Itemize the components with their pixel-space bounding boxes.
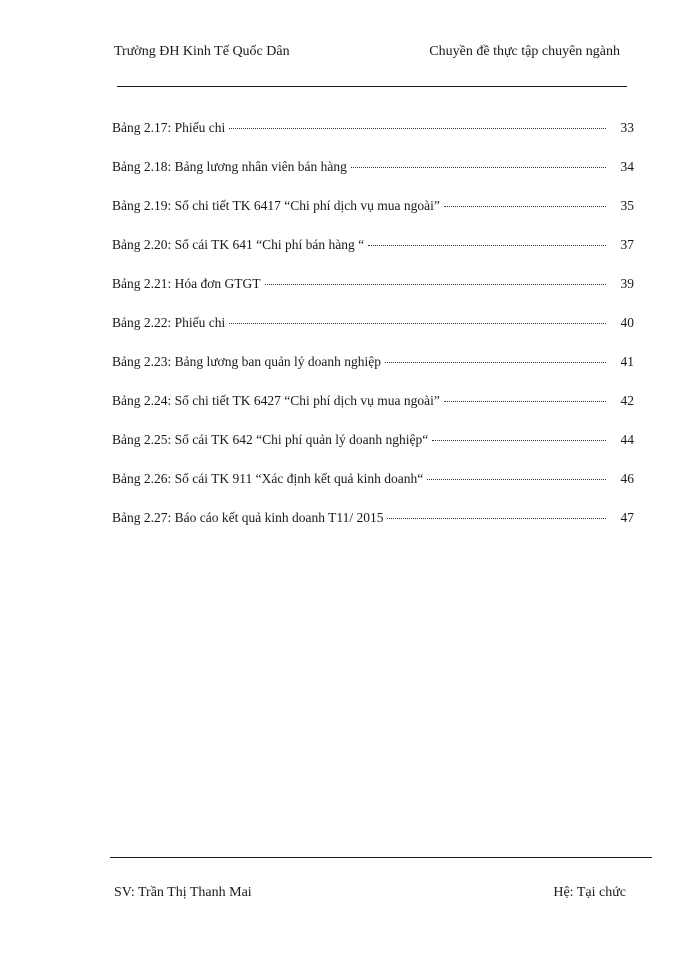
toc-entry[interactable] — [112, 315, 634, 354]
toc-dot-leader — [387, 508, 606, 519]
toc-entry-page-number: 46 — [620, 471, 634, 486]
toc-entry-page-number: 44 — [620, 432, 634, 447]
toc-entry-title: Bảng 2.22: Phiếu chi — [112, 315, 226, 330]
toc-entry-page-number: 47 — [620, 510, 634, 525]
toc-entry-page-number: 37 — [620, 237, 634, 252]
toc-entry-title: Bảng 2.26: Sổ cái TK 911 “Xác định kết quả kinh doanh“ — [112, 471, 424, 486]
toc-entry-page-number: 39 — [620, 276, 634, 291]
toc-dot-leader — [351, 157, 606, 168]
toc-entry-title: Bảng 2.25: Sổ cái TK 642 “Chi phí quản lý doanh nghiệp“ — [112, 432, 429, 447]
header-divider — [117, 86, 627, 87]
toc-entry-title: Bảng 2.19: Sổ chi tiết TK 6417 “Chi phí dịch vụ mua ngoài” — [112, 198, 440, 213]
page-header — [114, 44, 620, 66]
toc-entry-page-number: 33 — [620, 120, 634, 135]
toc-entry-page-number: 34 — [620, 159, 634, 174]
toc-entry-title: Bảng 2.18: Bảng lương nhân viên bán hàng — [112, 159, 347, 174]
toc-entry-title: Bảng 2.23: Bảng lương ban quản lý doanh nghiệp — [112, 354, 382, 369]
toc-dot-leader — [229, 118, 606, 129]
toc-entry-page-number: 35 — [620, 198, 634, 213]
footer-program-type: Hệ: Tại chức — [553, 885, 626, 900]
toc-dot-leader — [229, 313, 606, 324]
toc-entry-page-number: 40 — [620, 315, 634, 330]
toc-dot-leader — [368, 235, 606, 246]
toc-entry-page-number: 41 — [620, 354, 634, 369]
toc-entry[interactable] — [112, 510, 634, 549]
toc-entry-title: Bảng 2.17: Phiếu chi — [112, 120, 226, 135]
toc-entry[interactable] — [112, 276, 634, 315]
toc-entry[interactable] — [112, 198, 634, 237]
toc-entry-page-number: 42 — [620, 393, 634, 408]
toc-entry-title: Bảng 2.24: Sổ chi tiết TK 6427 “Chi phí dịch vụ mua ngoài” — [112, 393, 440, 408]
toc-dot-leader — [427, 469, 606, 480]
toc-dot-leader — [265, 274, 607, 285]
toc-dot-leader — [444, 196, 606, 207]
toc-entry-title: Bảng 2.20: Sổ cái TK 641 “Chi phí bán hàng “ — [112, 237, 365, 252]
toc-dot-leader — [432, 430, 606, 441]
toc-dot-leader — [444, 391, 606, 402]
header-document-title: Chuyền đề thực tập chuyên ngành — [429, 44, 620, 59]
header-school-name: Trường ĐH Kinh Tế Quốc Dân — [114, 44, 290, 59]
toc-entry-title: Bảng 2.21: Hóa đơn GTGT — [112, 276, 261, 291]
footer-divider — [110, 857, 652, 858]
footer-student-name: SV: Trần Thị Thanh Mai — [114, 885, 252, 900]
toc-entry[interactable] — [112, 237, 634, 276]
toc-entry[interactable] — [112, 393, 634, 432]
toc-entry[interactable] — [112, 120, 634, 159]
toc-entry[interactable] — [112, 159, 634, 198]
toc-entry[interactable] — [112, 354, 634, 393]
table-of-contents — [112, 120, 634, 549]
toc-entry[interactable] — [112, 432, 634, 471]
page-footer — [114, 885, 626, 907]
toc-dot-leader — [385, 352, 606, 363]
toc-entry[interactable] — [112, 471, 634, 510]
toc-entry-title: Bảng 2.27: Báo cáo kết quả kinh doanh T11/ 2015 — [112, 510, 384, 525]
